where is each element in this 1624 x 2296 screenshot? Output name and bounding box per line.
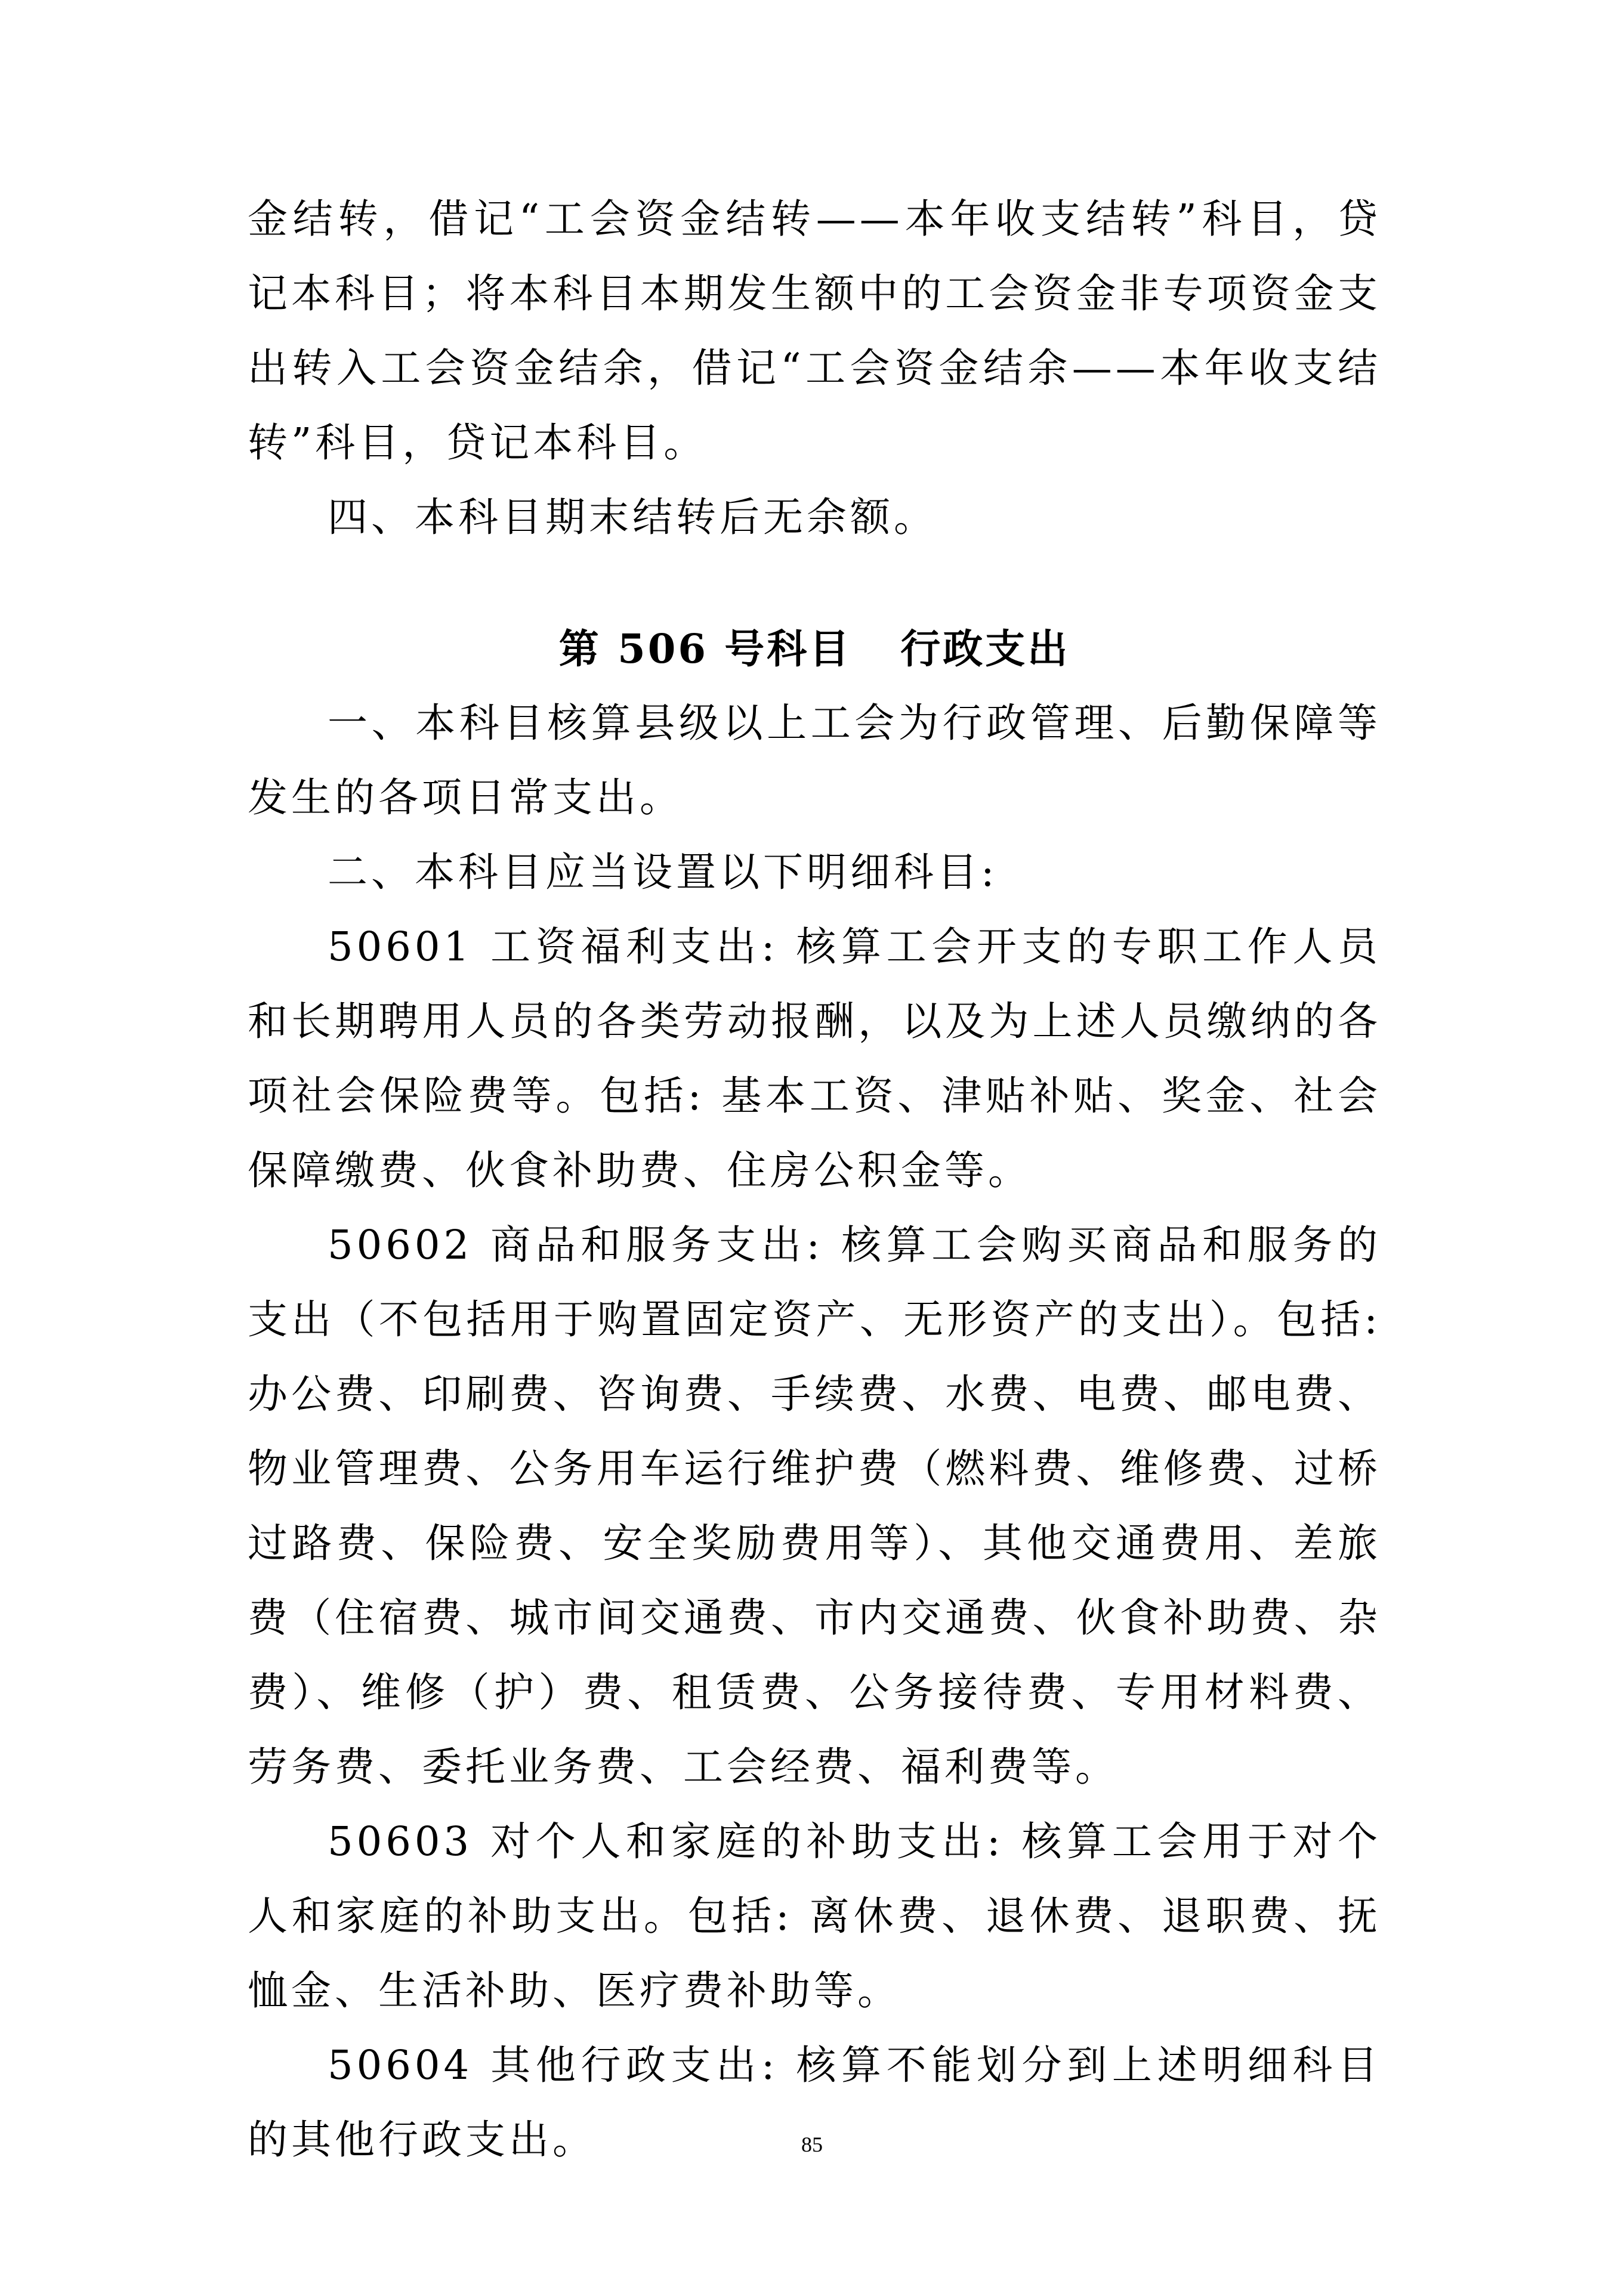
page-number: 85 [801,2133,823,2156]
paragraph-50603: 50603 对个人和家庭的补助支出: 核算工会用于对个人和家庭的补助支出。包括: 离休费、退休费、退职费、抚恤金、生活补助、医疗费补助等。 [248,1818,1381,2014]
paragraph-50604: 50604 其他行政支出: 核算不能划分到上述明细科目的其他行政支出。 [248,2042,1381,2163]
continuation-paragraph: 金结转，借记“工会资金结转——本年收支结转”科目，贷记本科目；将本科目本期发生额中的工会资金非专项资金支出转入工会资金结余，借记“工会资金结余——本年收支结转”科目，贷记本科目。 [248,196,1381,466]
paragraph-subaccounts-intro: 二、本科目应当设置以下明细科目: [328,849,998,895]
paragraph-50601: 50601 工资福利支出: 核算工会开支的专职工作人员和长期聘用人员的各类劳动报酬，以及为上述人员缴纳的各项社会保险费等。包括: 基本工资、津贴补贴、奖金、社会保障缴费、伙食补助费、住房公积金等。 [248,923,1381,1194]
section-heading: 第 506 号科目 行政支出 [558,625,1070,672]
paragraph-scope: 一、本科目核算县级以上工会为行政管理、后勤保障等发生的各项日常支出。 [248,700,1381,821]
paragraph-balance-note: 四、本科目期末结转后无余额。 [328,494,937,540]
paragraph-50602: 50602 商品和服务支出: 核算工会购买商品和服务的支出（不包括用于购置固定资产、无形资产的支出）。包括: 办公费、印刷费、咨询费、手续费、水费、电费、邮电费、物业管理费、公务用车运行维护费（燃料费、维修费、过桥过路费、保险费、安全奖励费用等）、其他交通费用、差旅费（住宿费、城市间交通费、市内交通费、伙食补助费、杂费）、维修（护）费、租赁费、公务接待费、专用材料费、劳务费、委托业务费、工会经费、福利费等。 [248,1222,1381,1790]
page-body [248,182,1381,2177]
